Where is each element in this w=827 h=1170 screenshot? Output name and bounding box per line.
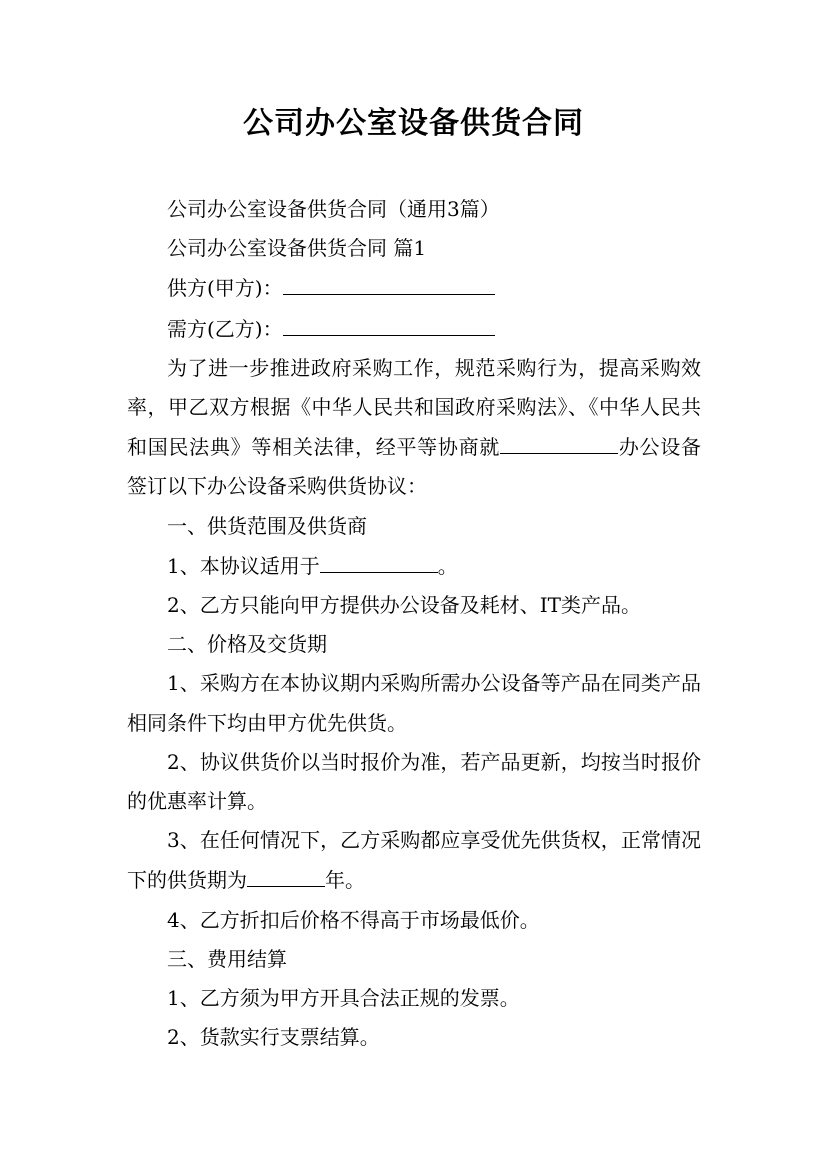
section2-item3-text: 3、在任何情况下，乙方采购都应享受优先供货权，正常情况下的供货期为 — [127, 828, 701, 893]
section2-item3 — [127, 821, 701, 900]
buyer-label: 需方(乙方)： — [167, 316, 283, 341]
intro-text: 为了进一步推进政府采购工作，规范采购行为，提高采购效率，甲乙双方根据《中华人民共和国政府采购法》、《中华人民共和国民法典》等相关法律，经平等协商就 — [127, 355, 701, 460]
section2-item4: 4、乙方折扣后价格不得高于市场最低价。 — [167, 907, 540, 932]
part-heading: 公司办公室设备供货合同 篇1 — [167, 236, 427, 261]
section1-item1-end: 。 — [437, 553, 458, 578]
section3-item2: 2、货款实行支票结算。 — [167, 1025, 380, 1050]
section2-item1: 1、采购方在本协议期内采购所需办公设备等产品在同类产品相同条件下均由甲方优先供货。 — [127, 671, 701, 735]
section2-item2: 2、协议供货价以当时报价为准，若产品更新，均按当时报价的优惠率计算。 — [127, 749, 701, 814]
section2-item3-end: 年。 — [325, 868, 365, 893]
supplier-line — [127, 268, 701, 308]
equipment-blank — [500, 427, 618, 454]
section1-item1-text: 1、本协议适用于 — [167, 553, 320, 578]
section-heading-1: 一、供货范围及供货商 — [167, 513, 367, 538]
section-heading-3: 三、费用结算 — [167, 946, 287, 971]
intro-text-end: 办公设备签订以下办公设备采购供货协议： — [127, 435, 702, 499]
document-title: 公司办公室设备供货合同 — [243, 106, 584, 141]
section-heading-2: 二、价格及交货期 — [167, 632, 327, 657]
buyer-blank — [283, 309, 495, 336]
section1-item1 — [127, 546, 701, 586]
document-body — [127, 190, 701, 1057]
period-blank — [247, 860, 325, 887]
scope-blank — [320, 546, 438, 573]
supplier-label: 供方(甲方)： — [167, 276, 283, 301]
section3-item1: 1、乙方须为甲方开具合法正规的发票。 — [167, 986, 520, 1011]
intro-paragraph — [127, 349, 701, 507]
document-subtitle: 公司办公室设备供货合同（通用3篇） — [167, 197, 500, 221]
section1-item2: 2、乙方只能向甲方提供办公设备及耗材、IT类产品。 — [167, 593, 641, 618]
supplier-blank — [283, 268, 495, 295]
buyer-line — [127, 309, 701, 349]
